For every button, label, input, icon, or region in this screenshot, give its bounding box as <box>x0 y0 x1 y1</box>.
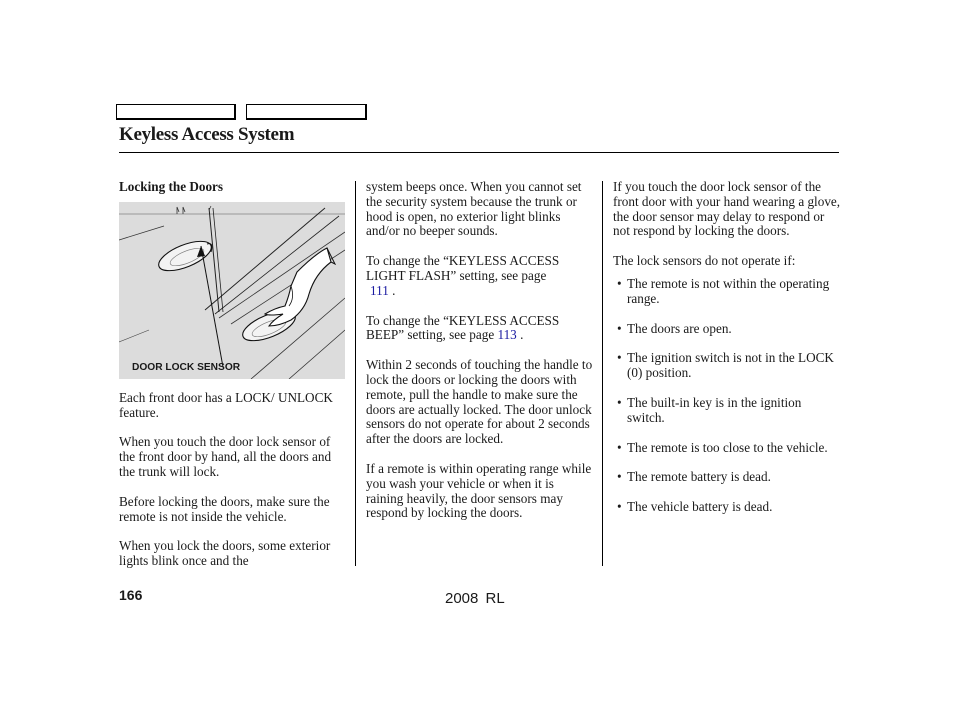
list-item: • The remote battery is dead. <box>613 470 841 485</box>
nav-tab-box-1[interactable] <box>116 104 236 120</box>
paragraph: Each front door has a LOCK/ UNLOCK feature. <box>119 389 333 420</box>
nav-tab-box-2[interactable] <box>246 104 367 120</box>
list-item: • The built-in key is in the ignition switch. <box>613 396 841 426</box>
paragraph: If a remote is within operating range while you wash your vehicle or when it is raining heavily, the door sensors may respond by locking the doors. <box>366 460 592 521</box>
conditions-list <box>613 277 841 515</box>
list-item: • The ignition switch is not in the LOCK (0) position. <box>613 351 841 381</box>
door-lock-sensor-illustration <box>119 202 345 379</box>
page-link-111[interactable]: 111 <box>370 282 389 298</box>
page-link-113[interactable]: 113 <box>497 327 517 343</box>
column-2 <box>366 180 594 536</box>
paragraph: When you lock the doors, some exterior lights blink once and the <box>119 538 331 569</box>
list-item: • The doors are open. <box>613 322 841 337</box>
column-divider-1 <box>355 181 356 566</box>
list-item: • The remote is not within the operating range. <box>613 277 841 307</box>
paragraph-light-flash <box>366 254 594 298</box>
column-1 <box>119 180 345 584</box>
paragraph: If you touch the door lock sensor of the front door with your hand wearing a glove, the door sensor may delay to respond or not respond by locking the doors. <box>613 179 841 239</box>
column-3 <box>613 180 841 530</box>
paragraph: system beeps once. When you cannot set the security system because the trunk or hood is open, no exterior light blinks and/or no beeper sounds. <box>366 179 582 239</box>
footer-model: 2008 RL <box>445 590 505 607</box>
page-number: 166 <box>119 587 143 603</box>
paragraph-text: To change the “KEYLESS ACCESS BEEP” setting, see page <box>366 312 560 343</box>
figure-label: DOOR LOCK SENSOR <box>132 361 241 373</box>
paragraph: Within 2 seconds of touching the handle to lock the doors or locking the doors with remote, pull the handle to make sure the doors are actually locked. The door unlock sensors do not operate for about 2 seconds after the doors are locked. <box>366 357 593 447</box>
title-divider <box>119 152 839 153</box>
paragraph-text: To change the “KEYLESS ACCESS LIGHT FLASH” setting, see page <box>366 253 560 283</box>
column-divider-2 <box>602 181 603 566</box>
paragraph-end: . <box>520 327 524 343</box>
page-title: Keyless Access System <box>119 124 295 145</box>
paragraph-beep <box>366 314 594 344</box>
paragraph-end: . <box>392 282 396 298</box>
section-heading: Locking the Doors <box>119 179 224 194</box>
paragraph: Before locking the doors, make sure the remote is not inside the vehicle. <box>119 493 330 524</box>
paragraph: When you touch the door lock sensor of the front door by hand, all the doors and the trunk will lock. <box>119 434 332 479</box>
list-item: • The remote is too close to the vehicle. <box>613 441 841 456</box>
paragraph: The lock sensors do not operate if: <box>613 253 796 269</box>
list-item: • The vehicle battery is dead. <box>613 500 841 515</box>
door-handle-drawing <box>119 202 345 379</box>
